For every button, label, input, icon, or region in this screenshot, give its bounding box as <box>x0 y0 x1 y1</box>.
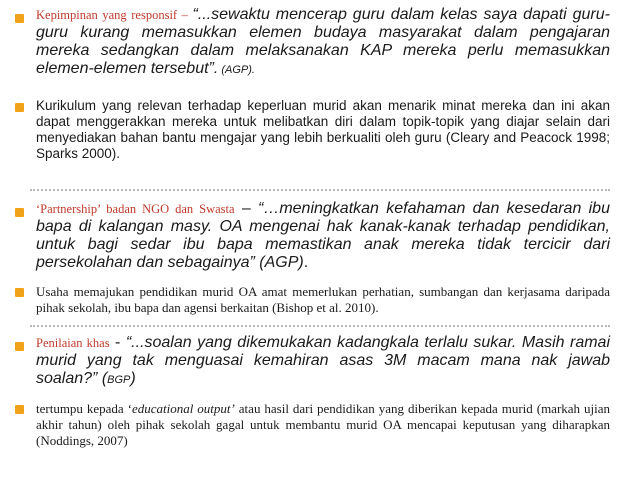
item-text <box>36 6 610 79</box>
item-source: (AGP). <box>218 64 255 76</box>
bullet-icon <box>15 14 24 23</box>
bullet-icon <box>15 208 24 217</box>
item-lead: Kepimpinan yang responsif – <box>36 8 193 22</box>
item-lead: ‘Partnership’ badan NGO dan Swasta <box>36 202 235 216</box>
item-text <box>36 334 610 389</box>
bullet-icon <box>15 342 24 351</box>
item-lead: Penilaian khas <box>36 336 110 350</box>
bullet-icon <box>15 103 24 112</box>
item-body-em: educational output’ <box>131 401 235 416</box>
item-body-pre: tertumpu kepada ‘ <box>36 401 132 416</box>
item-quote: “...soalan yang dikemukakan kadangkala terlalu sukar. Masih ramai murid yang tak menguasai kemahiran asas 3M macam mana nak jawab soalan?” ( <box>36 334 610 387</box>
item-body: Usaha memajukan pendidikan murid OA amat memerlukan perhatian, sumbangan dan kerjasama daripada pihak sekolah, ibu bapa dan agensi berkaitan (Bishop et al. 2010). <box>36 284 610 315</box>
item-end: ) <box>130 370 136 387</box>
bullet-icon <box>15 405 24 414</box>
bullet-icon <box>15 288 24 297</box>
item-dash: - <box>109 334 126 351</box>
item-quote: “...sewaktu mencerap guru dalam kelas saya dapati guru-guru kurang memasukkan elemen budaya masyarakat dalam pengajaran mereka sedangkan dalam melaksanakan KAP mereka perlu memasukkan elemen-elemen tersebut”. <box>36 6 610 77</box>
item-text <box>36 401 610 449</box>
item-text <box>36 200 610 272</box>
item-dash: – <box>234 200 258 217</box>
divider <box>30 325 610 327</box>
item-body-post: atau hasil dari pendidikan yang diberikan kepada murid (markah ujian akhir tahun) oleh pihak sekolah gagal untuk membantu murid OA mencapai keputusan yang diharapkan (Noddings, 2007) <box>36 401 610 448</box>
item-quote: “…meningkatkan kefahaman dan kesedaran ibu bapa di kalangan masy. OA mengenai hak kanak-kanak terhadap pendidikan, untuk bagi sedar ibu bapa memastikan anak mereka tidak tercicir dari persekolahan dan sebagainya” (AGP) <box>36 200 610 271</box>
item-source: BGP <box>107 374 131 386</box>
item-body: Kurikulum yang relevan terhadap keperluan murid akan menarik minat mereka dan ini akan dapat menggerakkan mereka untuk melibatkan diri dalam topik-topik yang diajar selain dari menyediakan bahan bantu mengajar yang lebih berkualiti oleh guru (Cleary and Peacock 1998; Sparks 2000). <box>36 98 610 161</box>
item-end: . <box>303 254 309 271</box>
divider <box>30 189 610 191</box>
